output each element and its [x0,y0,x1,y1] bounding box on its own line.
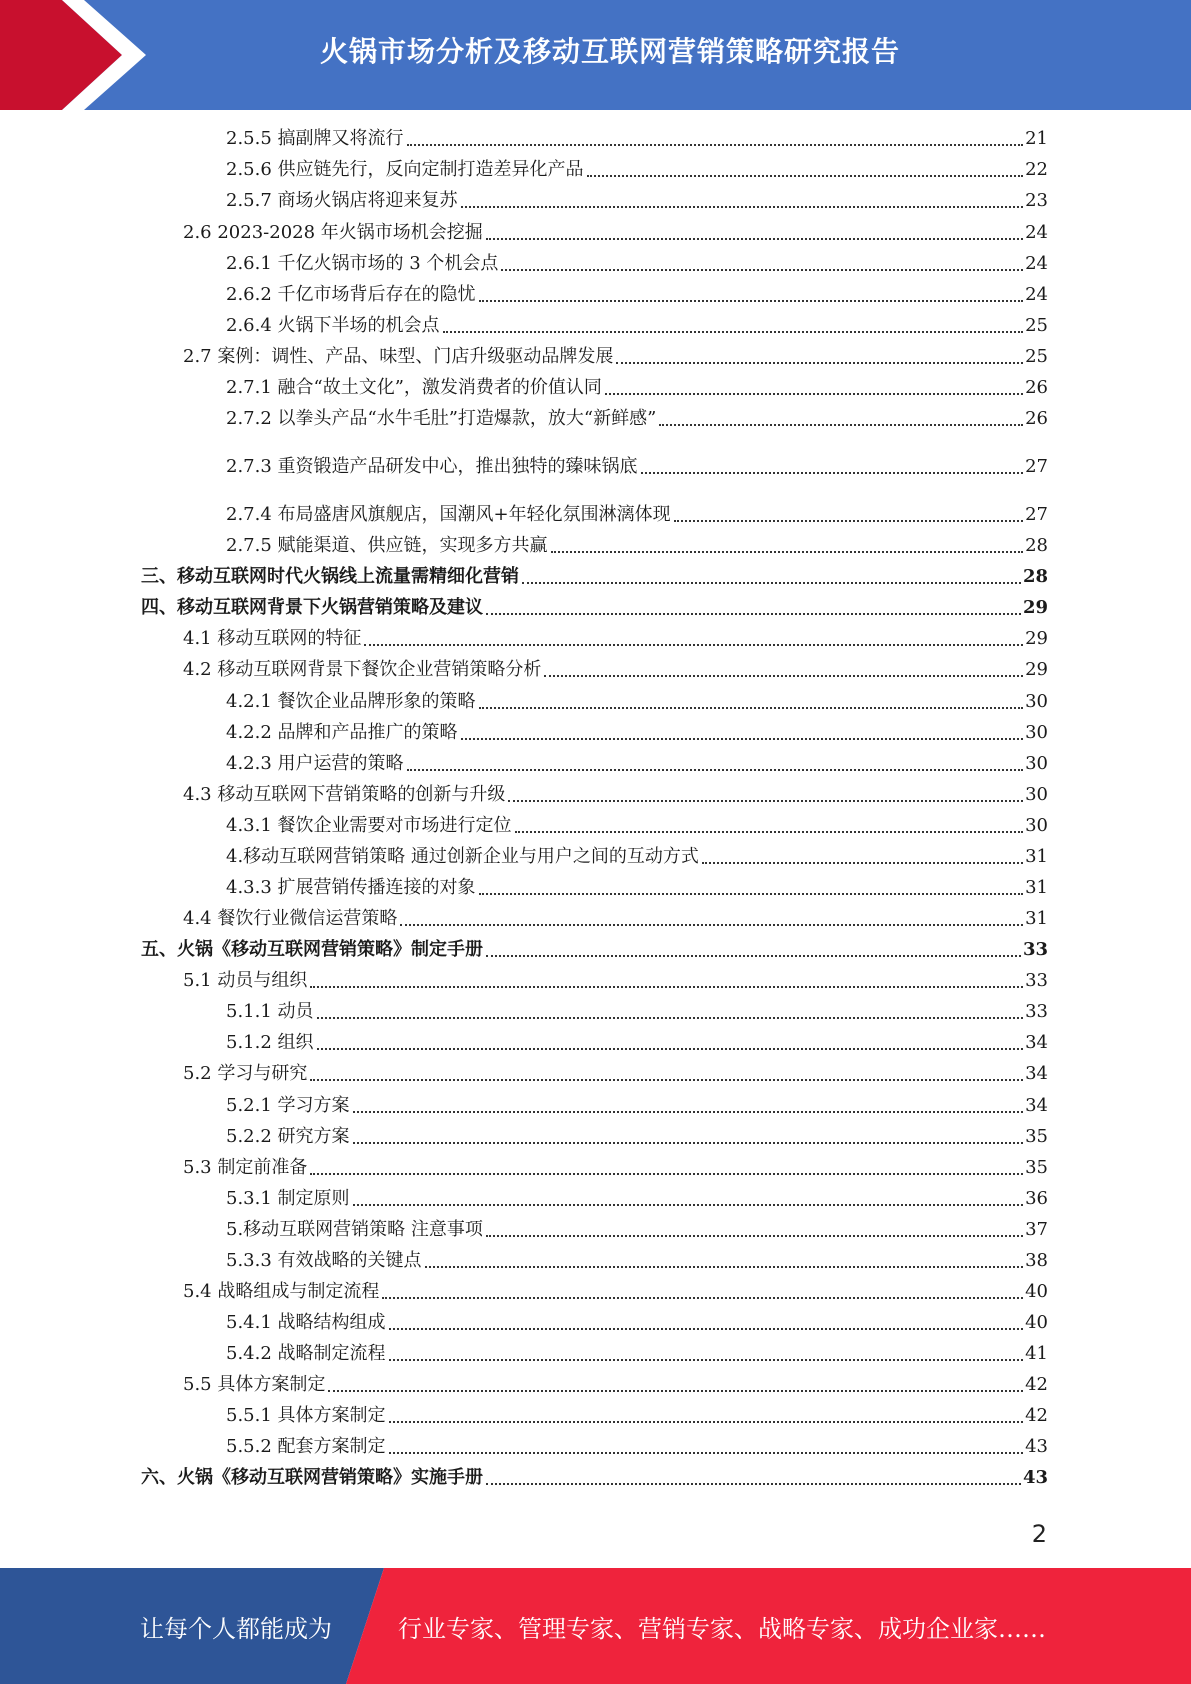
toc-entry-page: 38 [1025,1250,1048,1271]
toc-entry-label: 5.4 战略组成与制定流程 [183,1281,380,1302]
toc-entry-page: 40 [1025,1312,1048,1333]
toc-entry[interactable] [183,1062,1048,1086]
toc-entry[interactable] [226,407,1048,431]
toc-entry[interactable] [183,221,1048,245]
toc-leader-dots [317,1048,1024,1050]
toc-leader-dots [544,675,1023,677]
toc-entry[interactable] [226,189,1048,213]
toc-entry-label: 三、移动互联网时代火锅线上流量需精细化营销 [141,566,519,587]
toc-entry[interactable] [183,1156,1048,1180]
toc-entry[interactable] [226,158,1048,182]
toc-leader-dots [674,520,1023,522]
toc-leader-dots [522,582,1021,584]
toc-entry-page: 27 [1025,456,1048,477]
toc-entry-page: 23 [1025,190,1048,211]
toc-entry[interactable] [226,845,1048,869]
toc-entry[interactable] [183,969,1048,993]
toc-entry[interactable] [226,814,1048,838]
toc-leader-dots [407,769,1024,771]
toc-leader-dots [486,613,1021,615]
toc-leader-dots [407,144,1024,146]
page-header [0,0,1191,110]
toc-entry-page: 42 [1025,1374,1048,1395]
toc-entry-label: 4.1 移动互联网的特征 [183,628,362,649]
toc-leader-dots [364,644,1023,646]
toc-entry-label: 2.5.7 商场火锅店将迎来复苏 [226,190,458,211]
header-arrow-decoration [0,0,160,110]
toc-leader-dots [587,175,1024,177]
toc-entry-label: 4.移动互联网营销策略 通过创新企业与用户之间的互动方式 [226,846,699,867]
toc-entry-label: 四、移动互联网背景下火锅营销策略及建议 [141,597,483,618]
toc-entry[interactable] [226,376,1048,400]
toc-entry[interactable] [183,1280,1048,1304]
toc-entry[interactable] [226,1311,1048,1335]
page-footer [0,1568,1191,1684]
toc-entry-page: 41 [1025,1343,1048,1364]
toc-leader-dots [443,331,1024,333]
toc-entry[interactable] [226,1125,1048,1149]
toc-leader-dots [641,472,1024,474]
toc-leader-dots [353,1204,1024,1206]
toc-entry-page: 25 [1025,346,1048,367]
toc-leader-dots [702,862,1023,864]
toc-entry-label: 5.2.2 研究方案 [226,1126,350,1147]
toc-leader-dots [400,924,1023,926]
toc-entry-page: 22 [1025,159,1048,180]
toc-entry[interactable] [226,127,1048,151]
toc-entry-page: 42 [1025,1405,1048,1426]
toc-entry[interactable] [226,252,1048,276]
toc-entry-label: 2.7.1 融合“故土文化”，激发消费者的价值认同 [226,377,602,398]
toc-entry-page: 43 [1025,1436,1048,1457]
toc-entry[interactable] [141,1466,1048,1490]
toc-entry-label: 4.2 移动互联网背景下餐饮企业营销策略分析 [183,659,542,680]
toc-leader-dots [479,893,1024,895]
toc-leader-dots [461,738,1024,740]
toc-leader-dots [616,362,1023,364]
toc-entry[interactable] [226,1218,1048,1242]
footer-slogan-left: 让每个人都能成为 [140,1614,332,1643]
toc-entry[interactable] [183,1373,1048,1397]
toc-entry-page: 26 [1025,408,1048,429]
toc-entry-label: 5.移动互联网营销策略 注意事项 [226,1219,483,1240]
toc-leader-dots [515,831,1024,833]
toc-leader-dots [389,1328,1024,1330]
toc-leader-dots [389,1452,1024,1454]
toc-entry[interactable] [226,1249,1048,1273]
toc-entry-page: 34 [1025,1063,1048,1084]
toc-entry-page: 35 [1025,1157,1048,1178]
toc-entry-page: 36 [1025,1188,1048,1209]
toc-entry[interactable] [226,503,1048,527]
toc-entry-page: 30 [1025,722,1048,743]
toc-entry[interactable] [226,690,1048,714]
toc-entry[interactable] [183,658,1048,682]
toc-entry[interactable] [226,1404,1048,1428]
toc-leader-dots [389,1359,1024,1361]
toc-leader-dots [382,1297,1023,1299]
toc-entry[interactable] [226,283,1048,307]
toc-entry-label: 5.1 动员与组织 [183,970,308,991]
toc-entry-label: 5.2.1 学习方案 [226,1095,350,1116]
toc-entry-page: 21 [1025,128,1048,149]
toc-entry-page: 29 [1025,659,1048,680]
toc-leader-dots [353,1142,1024,1144]
toc-leader-dots [501,269,1023,271]
toc-leader-dots [328,1390,1023,1392]
toc-leader-dots [310,986,1023,988]
toc-entry[interactable] [226,1435,1048,1459]
toc-entry-page: 25 [1025,315,1048,336]
toc-entry-page: 31 [1025,877,1048,898]
toc-entry[interactable] [226,314,1048,338]
toc-entry-label: 五、火锅《移动互联网营销策略》制定手册 [141,939,483,960]
toc-entry-page: 29 [1022,597,1048,618]
toc-leader-dots [310,1079,1023,1081]
toc-entry-label: 2.7.5 赋能渠道、供应链，实现多方共赢 [226,535,548,556]
toc-leader-dots [486,955,1021,957]
toc-entry[interactable] [183,783,1048,807]
toc-entry-page: 24 [1025,284,1048,305]
toc-entry[interactable] [226,876,1048,900]
toc-entry[interactable] [141,565,1048,589]
toc-entry[interactable] [183,345,1048,369]
toc-leader-dots [317,1017,1024,1019]
toc-leader-dots [551,551,1024,553]
toc-entry-page: 29 [1025,628,1048,649]
toc-leader-dots [353,1111,1024,1113]
toc-entry-label: 2.5.6 供应链先行，反向定制打造差异化产品 [226,159,584,180]
toc-entry-page: 28 [1022,566,1048,587]
toc-leader-dots [389,1421,1024,1423]
toc-entry-page: 33 [1025,970,1048,991]
toc-entry-label: 4.3 移动互联网下营销策略的创新与升级 [183,784,506,805]
toc-entry[interactable] [226,752,1048,776]
toc-entry-label: 2.6 2023-2028 年火锅市场机会挖掘 [183,222,483,243]
toc-entry-page: 27 [1025,504,1048,525]
toc-entry-label: 5.5.1 具体方案制定 [226,1405,386,1426]
toc-entry-label: 2.7.3 重资锻造产品研发中心，推出独特的臻味锅底 [226,456,638,477]
toc-entry-page: 26 [1025,377,1048,398]
toc-entry-label: 5.5.2 配套方案制定 [226,1436,386,1457]
toc-entry-label: 5.3 制定前准备 [183,1157,308,1178]
toc-entry-page: 40 [1025,1281,1048,1302]
toc-entry[interactable] [183,907,1048,931]
toc-entry-page: 30 [1025,753,1048,774]
report-title: 火锅市场分析及移动互联网营销策略研究报告 [319,35,900,68]
toc-entry-label: 2.6.1 千亿火锅市场的 3 个机会点 [226,253,499,274]
toc-entry-page: 35 [1025,1126,1048,1147]
toc-entry-page: 28 [1025,535,1048,556]
toc-entry[interactable] [226,1000,1048,1024]
toc-entry[interactable] [226,1187,1048,1211]
toc-entry-page: 24 [1025,253,1048,274]
page-number: 2 [1031,1520,1047,1548]
toc-entry-label: 4.2.3 用户运营的策略 [226,753,404,774]
toc-entry-label: 4.2.2 品牌和产品推广的策略 [226,722,458,743]
toc-entry-label: 2.6.4 火锅下半场的机会点 [226,315,440,336]
toc-entry-label: 5.2 学习与研究 [183,1063,308,1084]
toc-leader-dots [486,1483,1021,1485]
footer-slogan-right: 行业专家、管理专家、营销专家、战略专家、成功企业家…… [398,1614,1046,1643]
toc-entry-label: 5.5 具体方案制定 [183,1374,326,1395]
toc-entry-label: 2.7.4 布局盛唐风旗舰店，国潮风+年轻化氛围淋漓体现 [226,504,671,525]
toc-entry-page: 30 [1025,815,1048,836]
toc-leader-dots [508,800,1023,802]
toc-leader-dots [659,424,1023,426]
toc-entry-label: 5.1.2 组织 [226,1032,314,1053]
toc-entry-label: 2.6.2 千亿市场背后存在的隐忧 [226,284,476,305]
toc-entry[interactable] [141,596,1048,620]
toc-leader-dots [479,707,1024,709]
toc-entry-label: 4.2.1 餐饮企业品牌形象的策略 [226,691,476,712]
toc-entry-page: 34 [1025,1095,1048,1116]
toc-entry-label: 4.4 餐饮行业微信运营策略 [183,908,398,929]
toc-entry-label: 2.7 案例：调性、产品、味型、门店升级驱动品牌发展 [183,346,614,367]
toc-entry-label: 5.1.1 动员 [226,1001,314,1022]
toc-entry[interactable] [226,1031,1048,1055]
toc-entry-label: 2.5.5 搞副牌又将流行 [226,128,404,149]
toc-entry[interactable] [141,938,1048,962]
toc-entry[interactable] [226,1094,1048,1118]
toc-leader-dots [486,1235,1023,1237]
toc-entry-page: 30 [1025,691,1048,712]
toc-entry[interactable] [183,627,1048,651]
toc-entry-label: 4.3.3 扩展营销传播连接的对象 [226,877,476,898]
toc-leader-dots [605,393,1023,395]
toc-leader-dots [310,1173,1023,1175]
toc-entry-label: 2.7.2 以拳头产品“水牛毛肚”打造爆款，放大“新鲜感” [226,408,657,429]
toc-leader-dots [425,1266,1024,1268]
toc-entry-label: 5.4.1 战略结构组成 [226,1312,386,1333]
toc-leader-dots [486,238,1023,240]
toc-entry-page: 30 [1025,784,1048,805]
toc-entry-label: 六、火锅《移动互联网营销策略》实施手册 [141,1467,483,1488]
toc-entry[interactable] [226,455,1048,479]
toc-entry-page: 34 [1025,1032,1048,1053]
toc-entry-label: 5.3.3 有效战略的关键点 [226,1250,422,1271]
toc-entry-page: 24 [1025,222,1048,243]
toc-entry-page: 33 [1022,939,1048,960]
toc-entry-page: 33 [1025,1001,1048,1022]
toc-entry-page: 31 [1025,908,1048,929]
toc-entry-page: 37 [1025,1219,1048,1240]
toc-entry-page: 31 [1025,846,1048,867]
toc-entry[interactable] [226,534,1048,558]
toc-entry-label: 4.3.1 餐饮企业需要对市场进行定位 [226,815,512,836]
toc-leader-dots [479,300,1024,302]
toc-entry[interactable] [226,1342,1048,1366]
toc-entry-page: 43 [1022,1467,1048,1488]
toc-entry-label: 5.4.2 战略制定流程 [226,1343,386,1364]
toc-entry[interactable] [226,721,1048,745]
toc-entry-label: 5.3.1 制定原则 [226,1188,350,1209]
toc-leader-dots [461,206,1024,208]
